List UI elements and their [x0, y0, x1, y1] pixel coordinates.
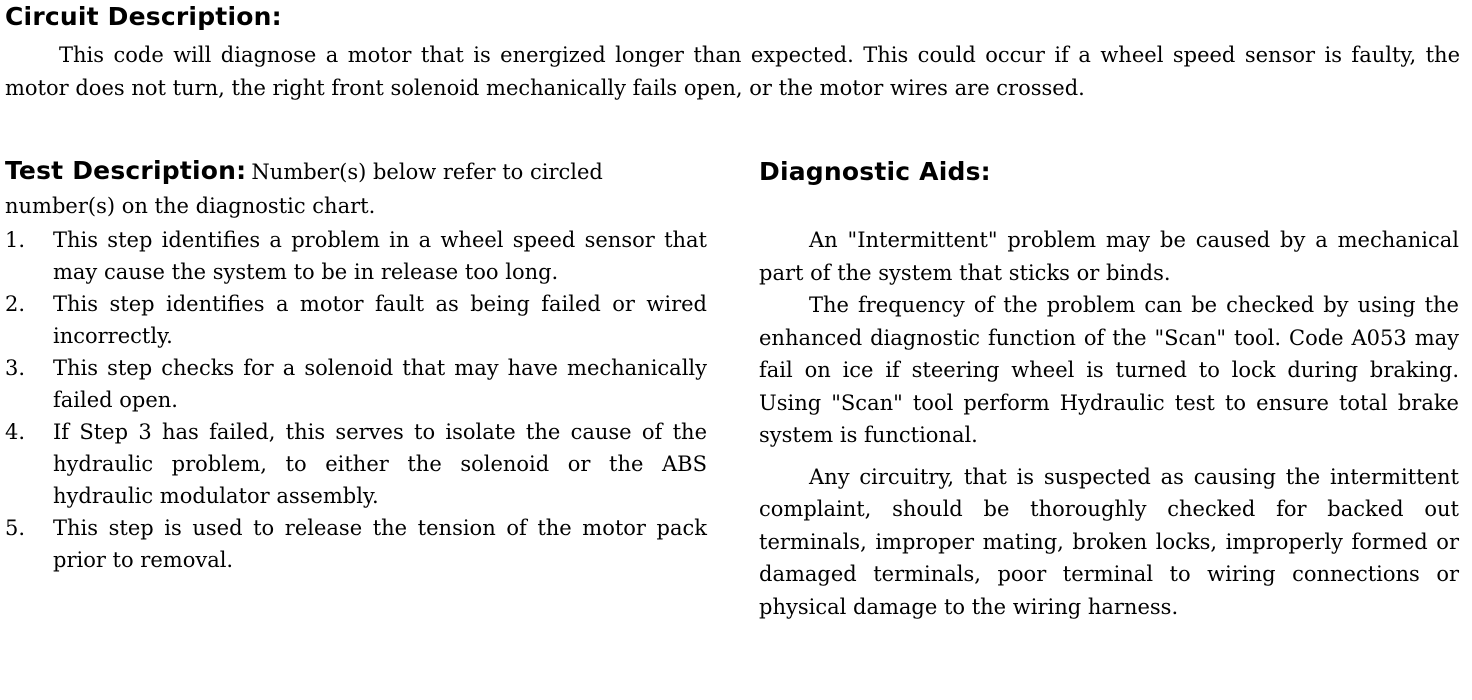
step-number: 1.: [5, 228, 26, 252]
test-description-intro-line: [5, 154, 707, 224]
step-text: This step checks for a solenoid that may have mechanically failed open.: [53, 356, 707, 412]
circuit-description-heading: Circuit Description:: [5, 2, 282, 31]
test-step-3: [5, 352, 707, 416]
step-text: If Step 3 has failed, this serves to isolate the cause of the hydraulic problem, to either the solenoid or the ABS hydraulic modulator assembly.: [53, 420, 707, 508]
test-step-5: [5, 512, 707, 576]
diagnostic-aids-section: [759, 156, 1459, 623]
step-text: This step is used to release the tension of the motor pack prior to removal.: [53, 516, 707, 572]
diagnostic-aid-paragraph-2: The frequency of the problem can be checked by using the enhanced diagnostic function of the "Scan" tool. Code A053 may fail on ice if steering wheel is turned to lock during braking. Using "Scan" tool perform Hydraulic test to ensure total brake system is functional.: [759, 293, 1459, 447]
step-number: 4.: [5, 420, 26, 444]
step-number: 3.: [5, 356, 26, 380]
diagnostic-aid-paragraph-3: Any circuitry, that is suspected as causing the intermittent complaint, should be thoroughly checked for backed out terminals, improper mating, broken locks, improperly formed or damaged terminals, poor terminal to wiring connections or physical damage to the wiring harness.: [759, 464, 1459, 619]
test-step-2: [5, 288, 707, 352]
test-step-1: [5, 224, 707, 288]
test-steps-list: [5, 224, 707, 576]
circuit-description-text: This code will diagnose a motor that is energized longer than expected. This could occur if a wheel speed sensor is faulty, the motor does not turn, the right front solenoid mechanically fails open, or the motor wires are crossed.: [5, 43, 1460, 100]
step-text: This step identifies a problem in a wheel speed sensor that may cause the system to be in release too long.: [53, 228, 707, 284]
test-description-section: [5, 154, 707, 576]
test-step-4: [5, 416, 707, 512]
step-text: This step identifies a motor fault as being failed or wired incorrectly.: [53, 292, 707, 348]
diagnostic-aids-heading: Diagnostic Aids:: [759, 157, 991, 186]
test-description-intro: Number(s) below refer to circled number(s) on the diagnostic chart.: [5, 160, 603, 218]
diagnostic-aid-paragraph-1: An "Intermittent" problem may be caused by a mechanical part of the system that sticks or binds.: [759, 228, 1459, 285]
step-number: 2.: [5, 292, 26, 316]
test-description-heading: Test Description:: [5, 156, 247, 185]
step-number: 5.: [5, 516, 26, 540]
